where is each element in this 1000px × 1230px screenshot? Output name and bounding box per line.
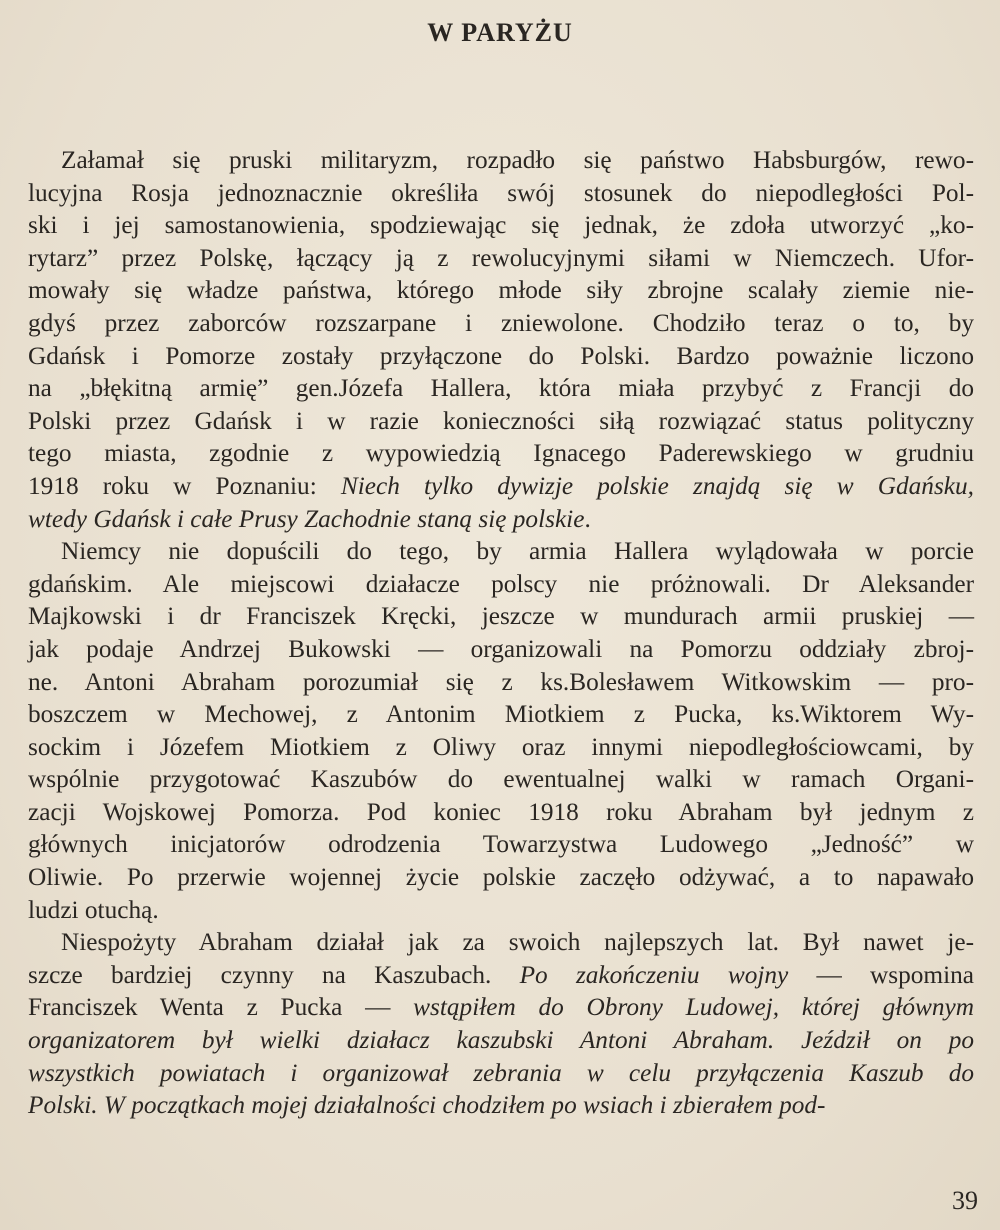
text-line bbox=[28, 568, 974, 601]
text-segment: tego miasta, zgodnie z wypowiedzią Ignacego Paderewskiego w grudniu bbox=[28, 439, 974, 468]
text-line bbox=[28, 177, 974, 210]
text-line bbox=[28, 470, 974, 503]
text-line bbox=[28, 209, 974, 242]
text-segment: na „błękitną armię” gen.Józefa Hallera, która miała przybyć z Francji do bbox=[28, 374, 974, 403]
italic-text-segment: wstąpiłem do Obrony Ludowej, której głównym bbox=[413, 993, 974, 1022]
text-line bbox=[28, 796, 974, 829]
text-segment: Gdańsk i Pomorze zostały przyłączone do Polski. Bardzo poważnie liczono bbox=[28, 341, 974, 370]
text-line bbox=[28, 242, 974, 275]
text-line bbox=[28, 1057, 974, 1090]
text-segment: ne. Antoni Abraham porozumiał się z ks.Bolesławem Witkowskim — pro- bbox=[28, 667, 974, 696]
text-line bbox=[28, 731, 974, 764]
text-segment: wspólnie przygotować Kaszubów do ewentualnej walki w ramach Organi- bbox=[28, 765, 974, 794]
text-line bbox=[28, 405, 974, 438]
text-line bbox=[28, 307, 974, 340]
text-segment: sockim i Józefem Miotkiem z Oliwy oraz innymi niepodległościowcami, by bbox=[28, 732, 974, 761]
text-segment: . bbox=[584, 504, 591, 533]
text-segment: gdańskim. Ale miejscowi działacze polscy nie próżnowali. Dr Aleksander bbox=[28, 569, 974, 598]
text-segment: ludzi otuchą. bbox=[28, 895, 159, 924]
text-line bbox=[28, 894, 974, 927]
text-segment: Majkowski i dr Franciszek Kręcki, jeszcze w mundurach armii pruskiej — bbox=[28, 602, 974, 631]
text-line bbox=[28, 503, 974, 536]
text-segment: Niemcy nie dopuścili do tego, by armia Hallera wylądowała w porcie bbox=[61, 537, 974, 566]
body-text bbox=[28, 144, 974, 1122]
text-line bbox=[28, 926, 974, 959]
text-segment: ski i jej samostanowienia, spodziewając się jednak, że zdoła utworzyć „ko- bbox=[28, 211, 974, 240]
text-segment: jak podaje Andrzej Bukowski — organizowali na Pomorzu oddziały zbroj- bbox=[28, 634, 974, 663]
text-segment: — wspomina bbox=[788, 960, 975, 989]
text-line bbox=[28, 763, 974, 796]
text-segment: Oliwie. Po przerwie wojennej życie polskie zaczęło odżywać, a to napawało bbox=[28, 863, 974, 892]
text-line bbox=[28, 144, 974, 177]
text-line bbox=[28, 535, 974, 568]
page-number: 39 bbox=[952, 1186, 978, 1215]
italic-text-segment: wszystkich powiatach i organizował zebrania w celu przyłączenia Kaszub do bbox=[28, 1058, 974, 1087]
text-segment: Franciszek Wenta z Pucka — bbox=[28, 993, 414, 1022]
chapter-title: W PARYŻU bbox=[427, 18, 573, 47]
text-line bbox=[28, 666, 974, 699]
text-line bbox=[28, 274, 974, 307]
text-line bbox=[28, 372, 974, 405]
text-segment: rytarz” przez Polskę, łączący ją z rewolucyjnymi siłami w Niemczech. Ufor- bbox=[28, 243, 974, 272]
text-line bbox=[28, 340, 974, 373]
text-line bbox=[28, 600, 974, 633]
italic-text-segment: Polski. W początkach mojej działalności chodziłem po wsiach i zbierałem pod- bbox=[28, 1091, 826, 1120]
text-line bbox=[28, 861, 974, 894]
italic-text-segment: wtedy Gdańsk i całe Prusy Zachodnie staną się polskie bbox=[28, 504, 585, 533]
text-segment: lucyjna Rosja jednoznacznie określiła swój stosunek do niepodległości Pol- bbox=[28, 178, 974, 207]
text-segment: Niespożyty Abraham działał jak za swoich najlepszych lat. Był nawet je- bbox=[61, 928, 974, 957]
italic-text-segment: organizatorem był wielki działacz kaszubski Antoni Abraham. Jeździł on po bbox=[28, 1026, 974, 1055]
text-segment: zacji Wojskowej Pomorza. Pod koniec 1918 roku Abraham był jednym z bbox=[28, 797, 974, 826]
italic-text-segment: Po zakończeniu wojny bbox=[519, 960, 789, 989]
text-segment: boszczem w Mechowej, z Antonim Miotkiem z Pucka, ks.Wiktorem Wy- bbox=[28, 700, 974, 729]
text-segment: Załamał się pruski militaryzm, rozpadło się państwo Habsburgów, rewo- bbox=[61, 146, 974, 174]
text-segment: szcze bardziej czynny na Kaszubach. bbox=[28, 960, 520, 989]
text-line bbox=[28, 437, 974, 470]
text-segment: głównych inicjatorów odrodzenia Towarzystwa Ludowego „Jedność” w bbox=[28, 830, 974, 859]
text-line bbox=[28, 959, 974, 992]
text-line bbox=[28, 1089, 974, 1122]
text-line bbox=[28, 828, 974, 861]
text-line bbox=[28, 1024, 974, 1057]
italic-text-segment: Niech tylko dywizje polskie znajdą się w Gdańsku, bbox=[340, 471, 974, 500]
text-line bbox=[28, 991, 974, 1024]
text-segment: 1918 roku w Poznaniu: bbox=[28, 471, 341, 500]
text-segment: Polski przez Gdańsk i w razie konieczności siłą rozwiązać status polityczny bbox=[28, 406, 974, 435]
text-segment: mowały się władze państwa, którego młode siły zbrojne scalały ziemie nie- bbox=[28, 276, 974, 305]
text-segment: gdyś przez zaborców rozszarpane i zniewolone. Chodziło teraz o to, by bbox=[28, 308, 974, 337]
text-line bbox=[28, 633, 974, 666]
text-line bbox=[28, 698, 974, 731]
